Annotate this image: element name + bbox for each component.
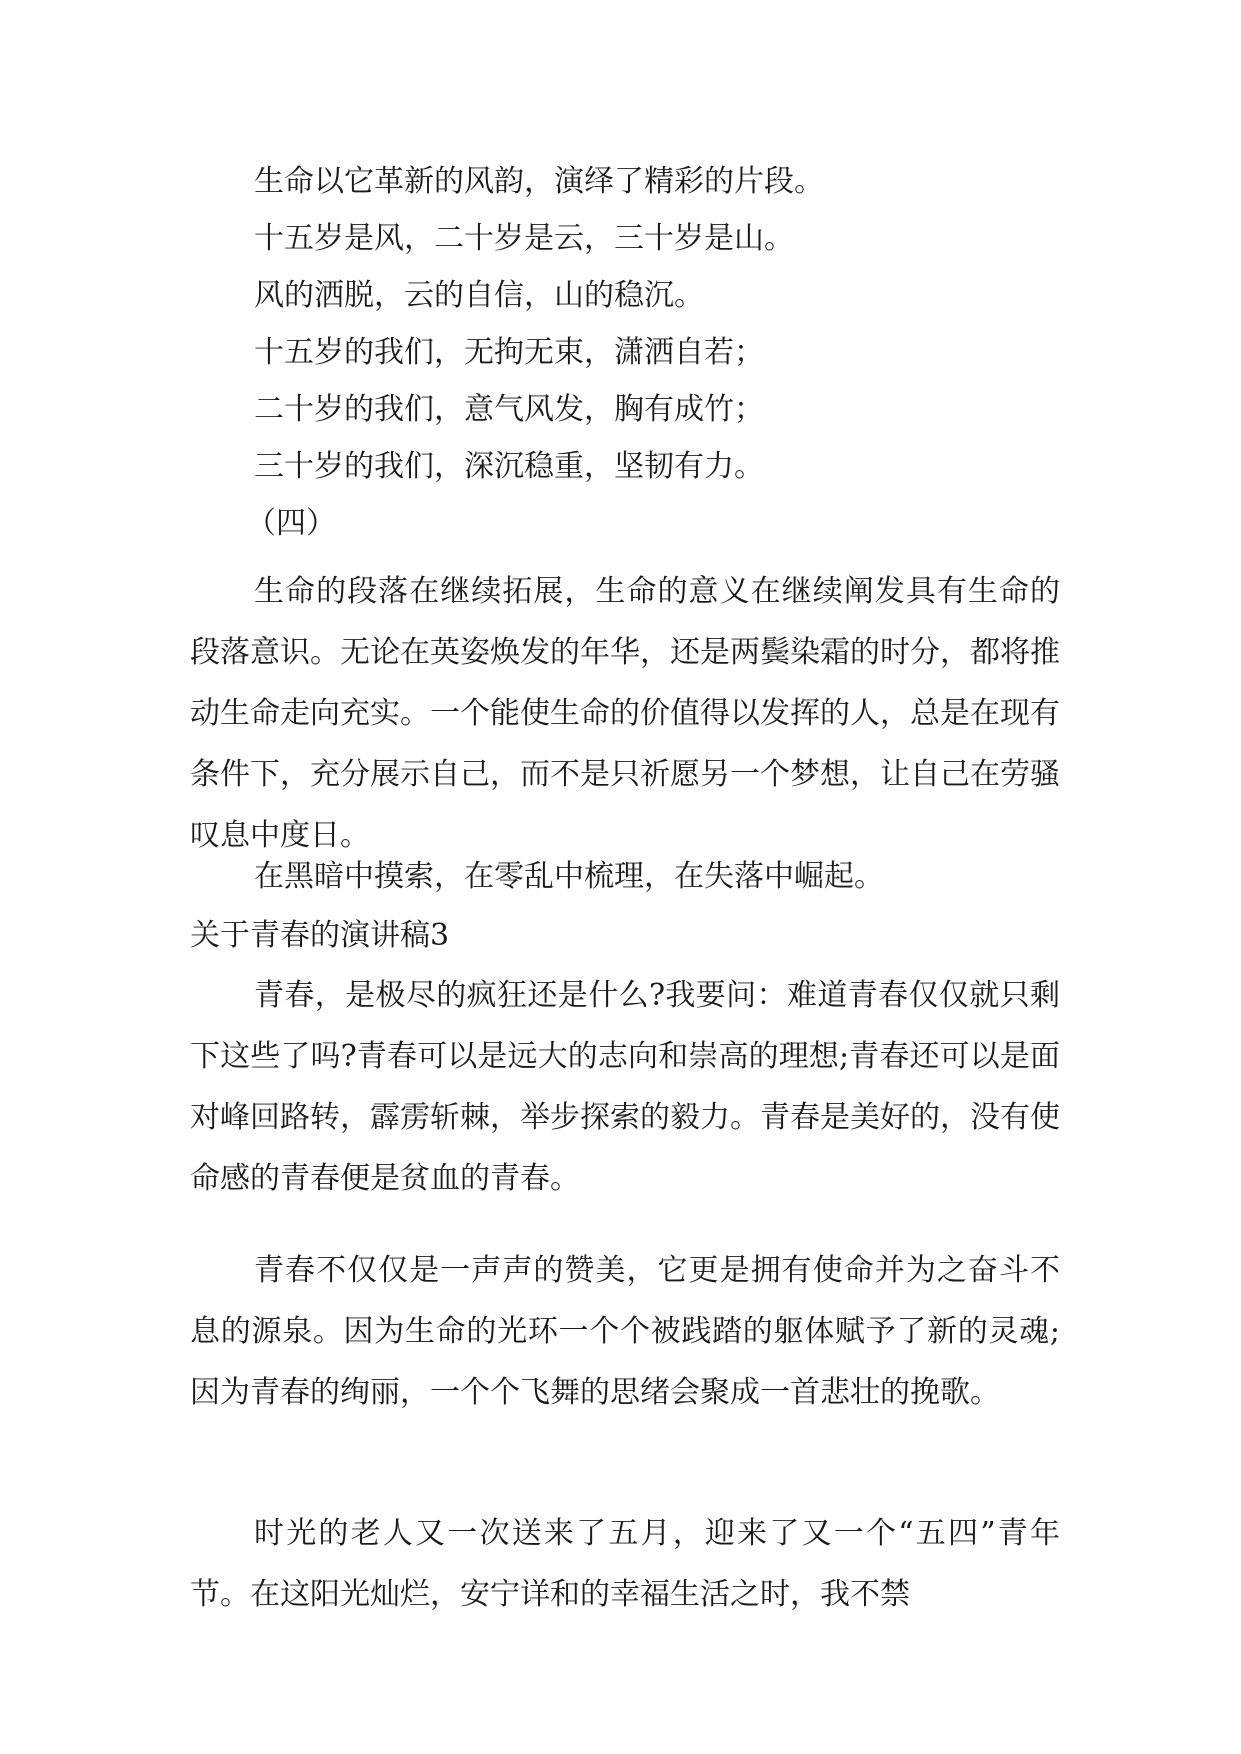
- text-line-after-paragraph: 在黑暗中摸索，在零乱中梳理，在失落中崛起。: [254, 859, 884, 894]
- text-line-1: 生命以它革新的风韵，演绎了精彩的片段。: [254, 164, 824, 199]
- text-line-2: 十五岁是风，二十岁是云，三十岁是山。: [254, 221, 794, 256]
- section-marker: （四）: [246, 506, 336, 541]
- paragraph-2: 青春，是极尽的疯狂还是什么?我要问：难道青春仅仅就只剩下这些了吗?青春可以是远大的志向和崇高的理想;青春还可以是面对峰回路转，霹雳斩棘，举步探索的毅力。青春是美好的，没有使命感的青春便是贫血的青春。: [190, 978, 1060, 1196]
- paragraph-4: 时光的老人又一次送来了五月，迎来了又一个“五四”青年节。在这阳光灿烂，安宁详和的幸福生活之时，我不禁: [190, 1516, 1060, 1612]
- text-line-3: 风的洒脱，云的自信，山的稳沉。: [254, 278, 704, 313]
- text-line-6: 三十岁的我们，深沉稳重，坚韧有力。: [254, 449, 764, 484]
- text-line-5: 二十岁的我们，意气风发，胸有成竹；: [254, 392, 764, 427]
- section-heading: 关于青春的演讲稿3: [190, 918, 450, 953]
- paragraph-1: 生命的段落在继续拓展，生命的意义在继续阐发具有生命的段落意识。无论在英姿焕发的年华，还是两鬓染霜的时分，都将推动生命走向充实。一个能使生命的价值得以发挥的人，总是在现有条件下，充分展示自己，而不是只祈愿另一个梦想，让自己在劳骚叹息中度日。: [190, 574, 1060, 853]
- text-line-4: 十五岁的我们，无拘无束，潇洒自若；: [254, 335, 764, 370]
- paragraph-3: 青春不仅仅是一声声的赞美，它更是拥有使命并为之奋斗不息的源泉。因为生命的光环一个个被践踏的躯体赋予了新的灵魂;因为青春的绚丽，一个个飞舞的思绪会聚成一首悲壮的挽歌。: [190, 1253, 1060, 1410]
